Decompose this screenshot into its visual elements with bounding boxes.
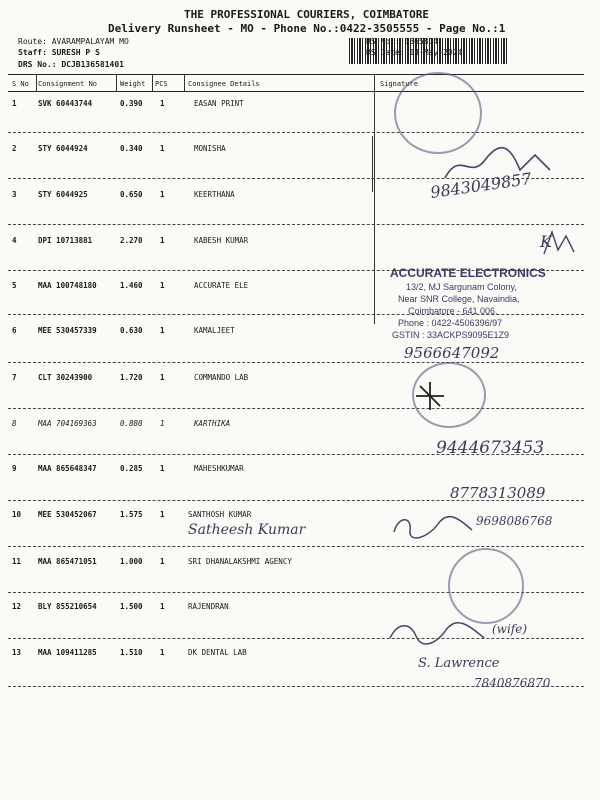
row-weight: 0.650 (120, 190, 143, 199)
stamp-address-3: Coimbatore - 641 006. (408, 306, 498, 316)
row-sno: 2 (12, 144, 17, 153)
row-pcs: 1 (160, 326, 165, 335)
row-consignee: COMMANDO LAB (194, 373, 249, 382)
row-divider (8, 224, 584, 225)
row-consignment: MEE 530452067 (38, 510, 97, 519)
runsheet-title: Delivery Runsheet - MO - Phone No.:0422-3505555 - Page No.:1 (108, 22, 506, 35)
row-weight: 0.880 (120, 419, 143, 428)
row-consignee: RAJENDRAN (188, 602, 229, 611)
row-divider (8, 362, 584, 363)
col-divider (36, 74, 37, 92)
row-consignment: MEE 530457339 (38, 326, 97, 335)
handwritten-mark: K (540, 232, 552, 251)
stamp-address-1: 13/2, MJ Sargunam Colony, (406, 282, 517, 292)
row-consignment: MAA 100748180 (38, 281, 97, 290)
row-weight: 0.630 (120, 326, 143, 335)
row-divider (8, 546, 584, 547)
row-consignee: EASAN PRINT (194, 99, 244, 108)
row-consignee: ACCURATE ELE (194, 281, 249, 290)
col-divider (184, 74, 185, 92)
row-pcs: 1 (160, 99, 165, 108)
handwritten-phone: 9698086768 (476, 514, 553, 528)
handwritten-note: (wife) (492, 622, 528, 636)
handwritten-name: Satheesh Kumar (188, 522, 306, 538)
row-consignment: CLT 30243900 (38, 373, 93, 382)
pen-mark (372, 136, 373, 192)
stamp-phone: Phone : 0422-4506396/97 (398, 318, 503, 328)
col-sno: S No (12, 80, 29, 88)
row-weight: 1.720 (120, 373, 143, 382)
col-pcs: PCS (155, 80, 168, 88)
row-consignment: MAA 704169363 (38, 419, 97, 428)
handwritten-phone: 7840876870 (474, 676, 551, 690)
row-consignee: SANTHOSH KUMAR (188, 510, 252, 519)
row-consignment: MAA 109411285 (38, 648, 97, 657)
row-consignee: KEERTHANA (194, 190, 235, 199)
row-divider (8, 638, 584, 639)
row-weight: 0.390 (120, 99, 143, 108)
col-divider (116, 74, 117, 92)
col-consignee: Consignee Details (188, 80, 260, 88)
row-weight: 1.000 (120, 557, 143, 566)
stamp-company: ACCURATE ELECTRONICS (390, 266, 546, 280)
col-weight: Weight (120, 80, 146, 88)
row-pcs: 1 (160, 648, 165, 657)
stamp-gstin: GSTIN : 33ACKPS9095E1Z9 (392, 330, 510, 340)
row-consignee: DK DENTAL LAB (188, 648, 247, 657)
rs-date: RS Date: 13-May-2024 (366, 48, 463, 57)
row-pcs: 1 (160, 510, 165, 519)
handwritten-phone: 9566647092 (404, 344, 500, 362)
row-consignee: SRI DHANALAKSHMI AGENCY (188, 557, 292, 566)
row-consignee: MAHESHKUMAR (194, 464, 244, 473)
row-pcs: 1 (160, 236, 165, 245)
company-title: THE PROFESSIONAL COURIERS, COIMBATORE (184, 8, 430, 21)
header-rule-top (8, 74, 584, 75)
signature-scribble (540, 228, 580, 258)
stamp-address-2: Near SNR College, Navaindia, (398, 294, 520, 304)
rs-number: RS No.: 1365814 (366, 37, 439, 46)
row-weight: 1.510 (120, 648, 143, 657)
row-weight: 1.575 (120, 510, 143, 519)
row-consignee: KARTHIKA (194, 419, 231, 428)
signature-scribble (410, 376, 450, 416)
row-consignment: SVK 60443744 (38, 99, 93, 108)
row-sno: 8 (12, 419, 17, 428)
row-pcs: 1 (160, 419, 165, 428)
route-label: Route: AVARAMPALAYAM MO (18, 37, 129, 46)
col-divider (374, 74, 375, 324)
row-consignee: KAMALJEET (194, 326, 235, 335)
row-weight: 1.460 (120, 281, 143, 290)
row-pcs: 1 (160, 190, 165, 199)
staff-label: Staff: SURESH P S (18, 48, 100, 57)
row-divider (8, 314, 584, 315)
signature-scribble (388, 508, 478, 548)
row-consignment: BLY 855210654 (38, 602, 97, 611)
signature-scribble (440, 140, 590, 190)
col-signature: Signature (380, 80, 418, 88)
row-consignment: STY 6044924 (38, 144, 88, 153)
row-consignee: KABESH KUMAR (194, 236, 249, 245)
row-sno: 9 (12, 464, 17, 473)
row-consignee: MONISHA (194, 144, 226, 153)
row-consignment: MAA 865648347 (38, 464, 97, 473)
row-pcs: 1 (160, 464, 165, 473)
row-sno: 10 (12, 510, 22, 519)
row-sno: 7 (12, 373, 17, 382)
col-divider (152, 74, 153, 92)
header-rule-bottom (8, 91, 584, 92)
row-weight: 0.340 (120, 144, 143, 153)
row-consignment: MAA 865471051 (38, 557, 97, 566)
row-sno: 1 (12, 99, 17, 108)
row-pcs: 1 (160, 281, 165, 290)
row-pcs: 1 (160, 557, 165, 566)
row-sno: 6 (12, 326, 17, 335)
row-divider (8, 132, 584, 133)
handwritten-phone: 9843049857 (429, 169, 533, 202)
row-sno: 11 (12, 557, 22, 566)
row-divider (8, 408, 584, 409)
row-weight: 1.500 (120, 602, 143, 611)
row-sno: 4 (12, 236, 17, 245)
row-consignment: STY 6044925 (38, 190, 88, 199)
handwritten-name: S. Lawrence (418, 656, 500, 671)
row-consignment: DPI 10713881 (38, 236, 93, 245)
handwritten-phone: 8778313089 (450, 484, 546, 502)
row-pcs: 1 (160, 373, 165, 382)
row-sno: 5 (12, 281, 17, 290)
handwritten-phone: 9444673453 (436, 438, 545, 458)
row-weight: 2.270 (120, 236, 143, 245)
row-pcs: 1 (160, 144, 165, 153)
row-sno: 3 (12, 190, 17, 199)
row-sno: 13 (12, 648, 22, 657)
col-consignment: Consignment No (38, 80, 98, 88)
signature-scribble (384, 612, 494, 652)
row-sno: 12 (12, 602, 22, 611)
drs-number: DRS No.: DCJB136581401 (18, 60, 124, 69)
row-pcs: 1 (160, 602, 165, 611)
row-weight: 0.285 (120, 464, 143, 473)
